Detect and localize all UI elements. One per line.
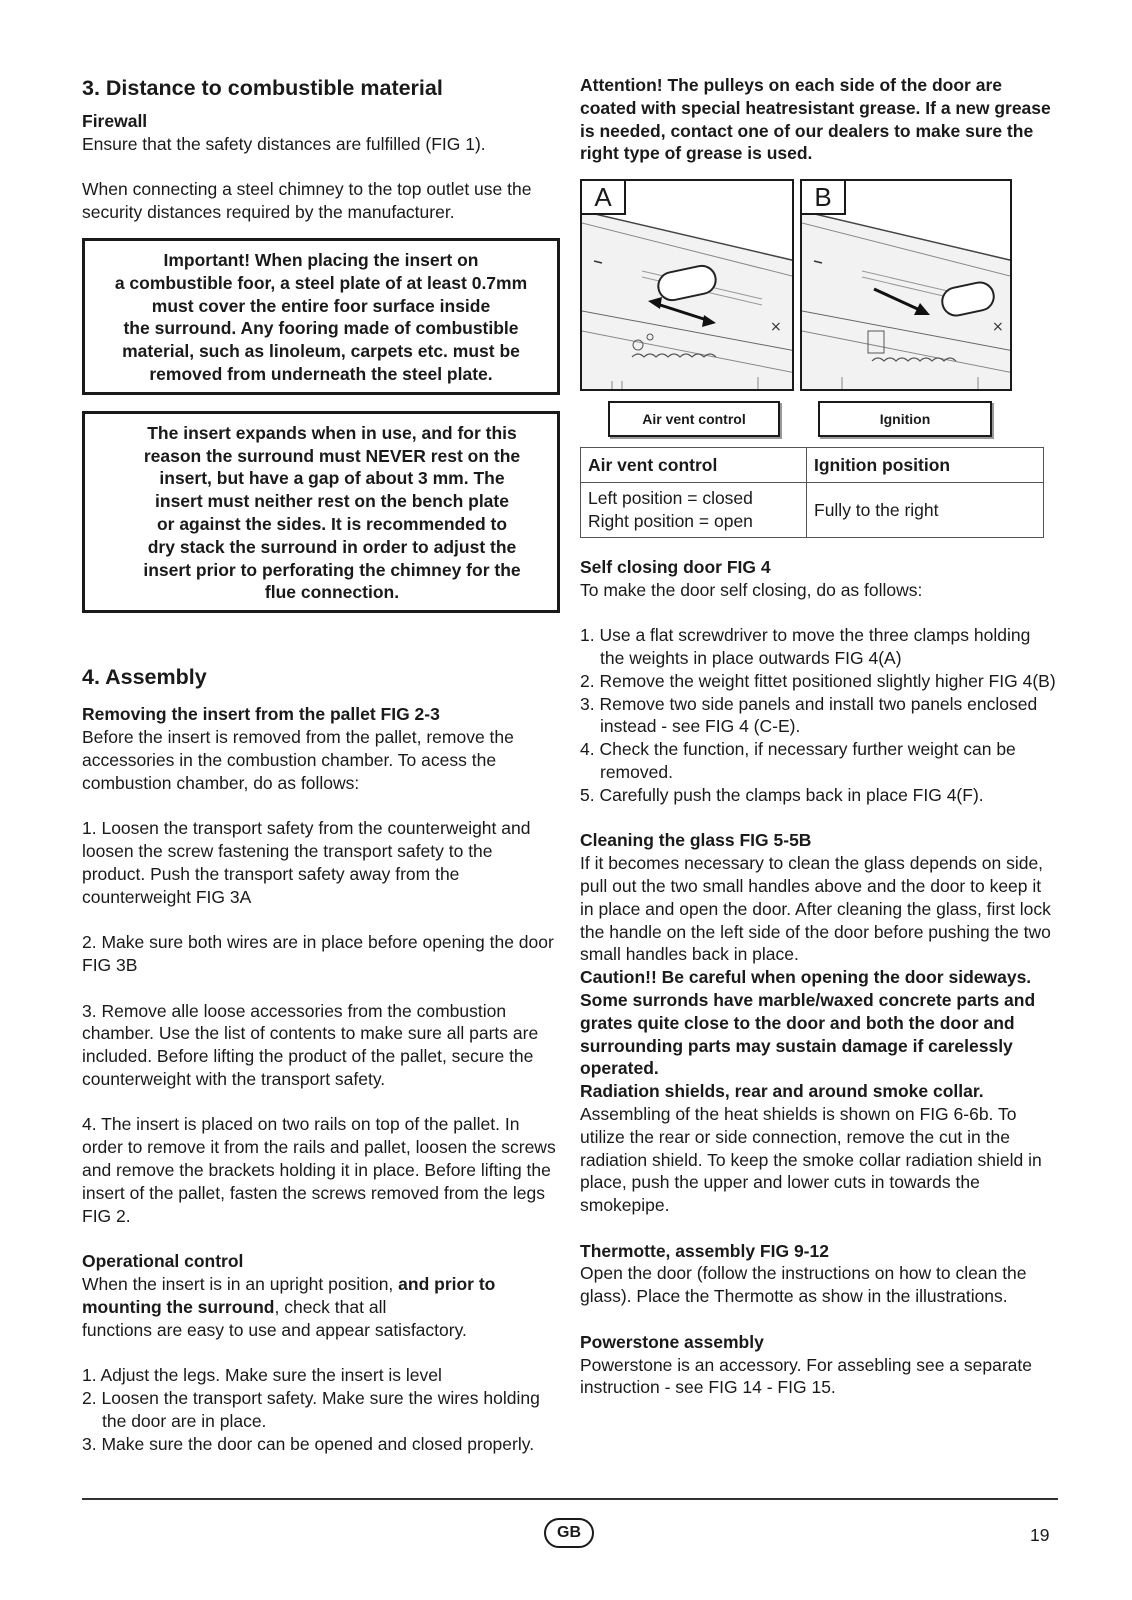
table-row xyxy=(581,483,1044,538)
operational-text-bold: and prior to mounting the surround xyxy=(82,1274,496,1317)
page-number: 19 xyxy=(1030,1525,1050,1545)
important-line: must cover the entire foor surface inside xyxy=(151,295,491,316)
thermotte-text: Open the door (follow the instructions on how to clean the glass). Place the Thermotte as show in the illustrations. xyxy=(580,1263,1027,1307)
list-item: 4. Check the function, if necessary further weight can be removed. xyxy=(580,739,1016,782)
table-header-ignition: Ignition position xyxy=(807,448,1044,483)
selfclosing-text: To make the door self closing, do as follows: xyxy=(580,579,923,600)
footer-divider xyxy=(82,1498,1058,1500)
operational-text xyxy=(82,1273,560,1319)
powerstone-heading: Powerstone assembly xyxy=(580,1331,764,1352)
cleaning-heading: Cleaning the glass FIG 5-5B xyxy=(580,830,812,851)
selfclosing-heading: Self closing door FIG 4 xyxy=(580,556,771,577)
list-item: 2. Loosen the transport safety. Make sure the wires holding the door are in place. xyxy=(82,1388,540,1431)
expansion-line: insert must neither rest on the bench plate xyxy=(155,491,509,512)
important-line: the surround. Any fooring made of combustible xyxy=(123,318,519,339)
control-table xyxy=(580,447,1044,538)
expansion-line: reason the surround must NEVER rest on the xyxy=(143,445,521,466)
air-vent-left: Left position = closed xyxy=(588,488,753,509)
cleaning-text: If it becomes necessary to clean the glass depends on side, pull out the two small handles above and the door to keep it in place and open the door. After cleaning the glass, first lock the handle on the left side of the door before pushing the two small handles back in place. xyxy=(580,853,1051,965)
table-row xyxy=(581,448,1044,483)
expansion-notice-box xyxy=(82,411,560,613)
caption-air-vent: Air vent control xyxy=(608,401,780,437)
operational-list xyxy=(82,1364,560,1455)
figure-panel-b xyxy=(800,179,1012,391)
attention-text: Attention! The pulleys on each side of the door are coated with special heatresistant grease. If a new grease is needed, contact one of our dealers to make sure the right type of grease is used. xyxy=(580,75,1051,164)
selfclosing-list xyxy=(580,624,1058,806)
important-line: a combustible foor, a steel plate of at least 0.7mm xyxy=(114,272,528,293)
section-4-title: 4. Assembly xyxy=(82,665,207,690)
caption-ignition: Ignition xyxy=(818,401,992,437)
operational-text-line2: functions are easy to use and appear satisfactory. xyxy=(82,1319,467,1340)
right-column xyxy=(580,74,1058,1399)
radiation-text: Assembling of the heat shields is shown on FIG 6-6b. To utilize the rear or side connection, remove the cut in the radiation shield. To keep the smoke collar radiation shield in place, push the upper and lower cuts in towards the smokepipe. xyxy=(580,1103,1042,1216)
removing-step-1: 1. Loosen the transport safety from the counterweight and loosen the screw fastening the transport safety to the product. Push the transport safety away from the counterweight FIG 3A xyxy=(82,818,531,907)
removing-step-2: 2. Make sure both wires are in place before opening the door FIG 3B xyxy=(82,932,554,975)
firewall-heading: Firewall xyxy=(82,111,148,131)
list-item: 1. Use a flat screwdriver to move the three clamps holding the weights in place outwards FIG 4(A) xyxy=(580,625,1031,668)
left-column xyxy=(82,74,560,1455)
table-cell-air-vent xyxy=(581,483,807,538)
list-item: 2. Remove the weight fittet positioned slightly higher FIG 4(B) xyxy=(580,670,1056,691)
air-vent-figure xyxy=(580,179,1030,439)
expansion-line: flue connection. xyxy=(264,582,400,603)
list-item: 1. Adjust the legs. Make sure the insert is level xyxy=(82,1365,442,1386)
figure-label-b: B xyxy=(802,181,846,215)
language-badge: GB xyxy=(544,1518,594,1548)
operational-text-start: When the insert is in an upright position, xyxy=(82,1274,399,1295)
operational-heading: Operational control xyxy=(82,1251,244,1272)
list-item: 5. Carefully push the clamps back in place FIG 4(F). xyxy=(580,784,984,805)
table-cell-ignition: Fully to the right xyxy=(807,483,1044,538)
air-vent-right: Right position = open xyxy=(588,510,753,531)
expansion-line: The insert expands when in use, and for this xyxy=(147,422,517,443)
operational-text-end: , check that all xyxy=(274,1296,387,1317)
important-notice-box xyxy=(82,238,560,395)
table-header-air-vent: Air vent control xyxy=(581,448,807,483)
removing-step-4: 4. The insert is placed on two rails on top of the pallet. In order to remove it from the rails and pallet, loosen the screws and remove the brackets holding it in place. Before lifting the insert of the pallet, fasten the screws removed from the legs FIG 2. xyxy=(82,1114,556,1226)
expansion-line: insert, but have a gap of about 3 mm. The xyxy=(159,468,505,489)
radiation-heading: Radiation shields, rear and around smoke collar. xyxy=(580,1081,984,1102)
svg-text:×: × xyxy=(770,319,782,336)
thermotte-heading: Thermotte, assembly FIG 9-12 xyxy=(580,1240,829,1261)
caution-text: Caution!! Be careful when opening the door sideways. Some surronds have marble/waxed concrete parts and grates quite close to the door and both the door and surrounding parts may sustain damage if carelessly operated. xyxy=(580,967,1036,1079)
list-item: 3. Make sure the door can be opened and closed properly. xyxy=(82,1433,535,1454)
svg-text:×: × xyxy=(992,319,1004,336)
figure-panel-a xyxy=(580,179,794,391)
expansion-line: dry stack the surround in order to adjust the xyxy=(147,536,517,557)
expansion-line: insert prior to perforating the chimney for the xyxy=(143,559,521,580)
important-line: material, such as linoleum, carpets etc. must be xyxy=(122,341,520,362)
firewall-text: Ensure that the safety distances are fulfilled (FIG 1). xyxy=(82,133,486,154)
powerstone-text: Powerstone is an accessory. For assebling see a separate instruction - see FIG 14 - FIG 15. xyxy=(580,1354,1032,1398)
section-3-title: 3. Distance to combustible material xyxy=(82,76,443,100)
figure-label-a: A xyxy=(582,181,626,215)
expansion-line: or against the sides. It is recommended to xyxy=(156,513,508,534)
removing-text: Before the insert is removed from the pallet, remove the accessories in the combustion chamber. To acess the combustion chamber, do as follows: xyxy=(82,726,514,793)
list-item: 3. Remove two side panels and install two panels enclosed instead - see FIG 4 (C-E). xyxy=(580,693,1038,737)
chimney-text: When connecting a steel chimney to the top outlet use the security distances required by the manufacturer. xyxy=(82,179,532,223)
removing-step-3: 3. Remove alle loose accessories from the combustion chamber. Use the list of contents to make sure all parts are included. Before lifting the product of the pallet, secure the counterweight with the transport safety. xyxy=(82,1000,539,1089)
removing-heading: Removing the insert from the pallet FIG 2-3 xyxy=(82,704,440,725)
important-line: Important! When placing the insert on xyxy=(163,249,479,270)
important-line: removed from underneath the steel plate. xyxy=(149,363,493,384)
